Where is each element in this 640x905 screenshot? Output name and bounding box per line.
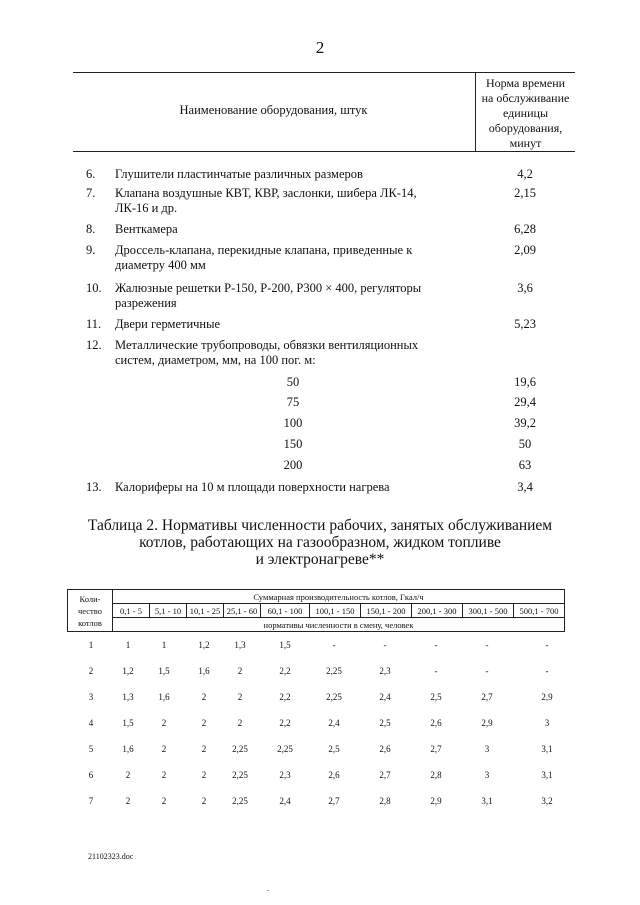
document-code: 21102323.doc (88, 852, 134, 861)
norm-cell: 2,9 (481, 718, 493, 728)
norm-cell: 2,5 (430, 692, 442, 702)
norm-cell: 2,7 (430, 744, 442, 754)
norm-cell: 2 (237, 666, 243, 676)
norm-cell: 2 (161, 744, 167, 754)
norm-cell: 2 (237, 692, 243, 702)
norm-cell: 2,25 (232, 770, 248, 780)
norm-cell: 2 (125, 770, 131, 780)
norm-cell: 2 (201, 744, 207, 754)
norm-cell: 3,2 (541, 796, 553, 806)
norm-cell: 1,6 (198, 666, 210, 676)
boiler-count-cell: 6 (88, 770, 94, 780)
range-header: 300,1 - 500 (463, 604, 514, 618)
norm-cell: 2,25 (232, 796, 248, 806)
header-time-norm: Норма времени на обслуживание единицы оборудования, минут (475, 73, 575, 151)
norm-cell: 2,5 (379, 718, 391, 728)
norm-cell: 2 (201, 770, 207, 780)
capacity-group-header: Суммарная производительность котлов, Гкал/ч (113, 590, 565, 604)
norm-cell: 3,1 (481, 796, 493, 806)
norm-cell: 2,7 (379, 770, 391, 780)
header-equipment-name: Наименование оборудования, штук (179, 103, 368, 117)
norm-cell: 2,9 (430, 796, 442, 806)
page-number: 2 (315, 38, 325, 57)
norm-cell: 1,2 (122, 666, 134, 676)
norm-cell: 2,25 (232, 744, 248, 754)
norm-cell: 1,5 (122, 718, 134, 728)
norm-cell: 1,3 (234, 640, 246, 650)
range-header: 0,1 - 5 (113, 604, 150, 618)
footer-dot: . (267, 884, 269, 893)
norm-cell: 1 (161, 640, 167, 650)
norm-cell: - (545, 640, 549, 650)
norm-cell: 2,6 (430, 718, 442, 728)
norm-cell: 2,2 (279, 718, 291, 728)
table-row (67, 640, 597, 654)
boiler-count-cell: 4 (88, 718, 94, 728)
norm-cell: 2 (201, 718, 207, 728)
norm-cell: 1 (125, 640, 131, 650)
norm-cell: 2,25 (277, 744, 293, 754)
norm-cell: 2,5 (328, 744, 340, 754)
table-row (67, 666, 597, 680)
norm-cell: 2,3 (379, 666, 391, 676)
norm-cell: 1,5 (158, 666, 170, 676)
norm-cell: 2 (125, 796, 131, 806)
norm-cell: - (434, 666, 438, 676)
norm-cell: 2,7 (481, 692, 493, 702)
table-row (67, 692, 597, 706)
norm-cell: - (383, 640, 387, 650)
table2-title: Таблица 2. Нормативы численности рабочих, занятых обслуживанием котлов, работающих на газообразном, жидком топливе и электронагреве** (87, 517, 553, 568)
range-header: 500,1 - 700 (514, 604, 565, 618)
norm-cell: 2,9 (541, 692, 553, 702)
staffing-norms-table-header (67, 589, 565, 632)
norm-cell: 2 (237, 718, 243, 728)
norm-cell: 3,1 (541, 744, 553, 754)
boiler-count-cell: 2 (88, 666, 94, 676)
norm-cell: - (332, 640, 336, 650)
norm-cell: 2,2 (279, 666, 291, 676)
norm-cell: 2 (161, 770, 167, 780)
norm-cell: 3,1 (541, 770, 553, 780)
norm-cell: 2,6 (328, 770, 340, 780)
norm-cell: 2 (161, 796, 167, 806)
norm-cell: 2 (161, 718, 167, 728)
norm-cell: 3 (484, 744, 490, 754)
norm-cell: - (545, 666, 549, 676)
norm-cell: 2,25 (326, 692, 342, 702)
boiler-count-cell: 1 (88, 640, 94, 650)
norm-cell: 2,2 (279, 692, 291, 702)
norm-cell: 2,3 (279, 770, 291, 780)
equipment-table-header (73, 72, 575, 152)
norm-cell: 2,25 (326, 666, 342, 676)
norm-cell: 2,7 (328, 796, 340, 806)
norm-cell: - (434, 640, 438, 650)
range-header: 10,1 - 25 (187, 604, 224, 618)
range-header: 25,1 - 60 (224, 604, 261, 618)
norm-cell: - (485, 666, 489, 676)
norm-cell: 1,2 (198, 640, 210, 650)
range-header: 60,1 - 100 (261, 604, 310, 618)
col-boiler-count-header: Коли- чество котлов (68, 590, 113, 632)
norm-cell: 2,8 (379, 796, 391, 806)
range-header: 200,1 - 300 (412, 604, 463, 618)
norm-cell: 1,6 (158, 692, 170, 702)
range-header: 150,1 - 200 (361, 604, 412, 618)
norm-cell: 1,5 (279, 640, 291, 650)
norm-cell: 2,6 (379, 744, 391, 754)
boiler-count-cell: 7 (88, 796, 94, 806)
norm-cell: 2,8 (430, 770, 442, 780)
table-row (67, 718, 597, 732)
norm-cell: 2 (201, 796, 207, 806)
norm-cell: 1,3 (122, 692, 134, 702)
boiler-count-cell: 5 (88, 744, 94, 754)
norms-subheader: нормативы численности в смену, человек (113, 618, 565, 632)
table-row (67, 796, 597, 810)
norm-cell: - (485, 640, 489, 650)
norm-cell: 2,4 (279, 796, 291, 806)
norm-cell: 3 (484, 770, 490, 780)
equipment-table (73, 72, 575, 152)
range-header: 100,1 - 150 (310, 604, 361, 618)
norm-cell: 1,6 (122, 744, 134, 754)
range-header: 5,1 - 10 (150, 604, 187, 618)
norm-cell: 3 (544, 718, 550, 728)
norm-cell: 2 (201, 692, 207, 702)
table-row (67, 744, 597, 758)
table-row (67, 770, 597, 784)
norm-cell: 2,4 (328, 718, 340, 728)
norm-cell: 2,4 (379, 692, 391, 702)
boiler-count-cell: 3 (88, 692, 94, 702)
